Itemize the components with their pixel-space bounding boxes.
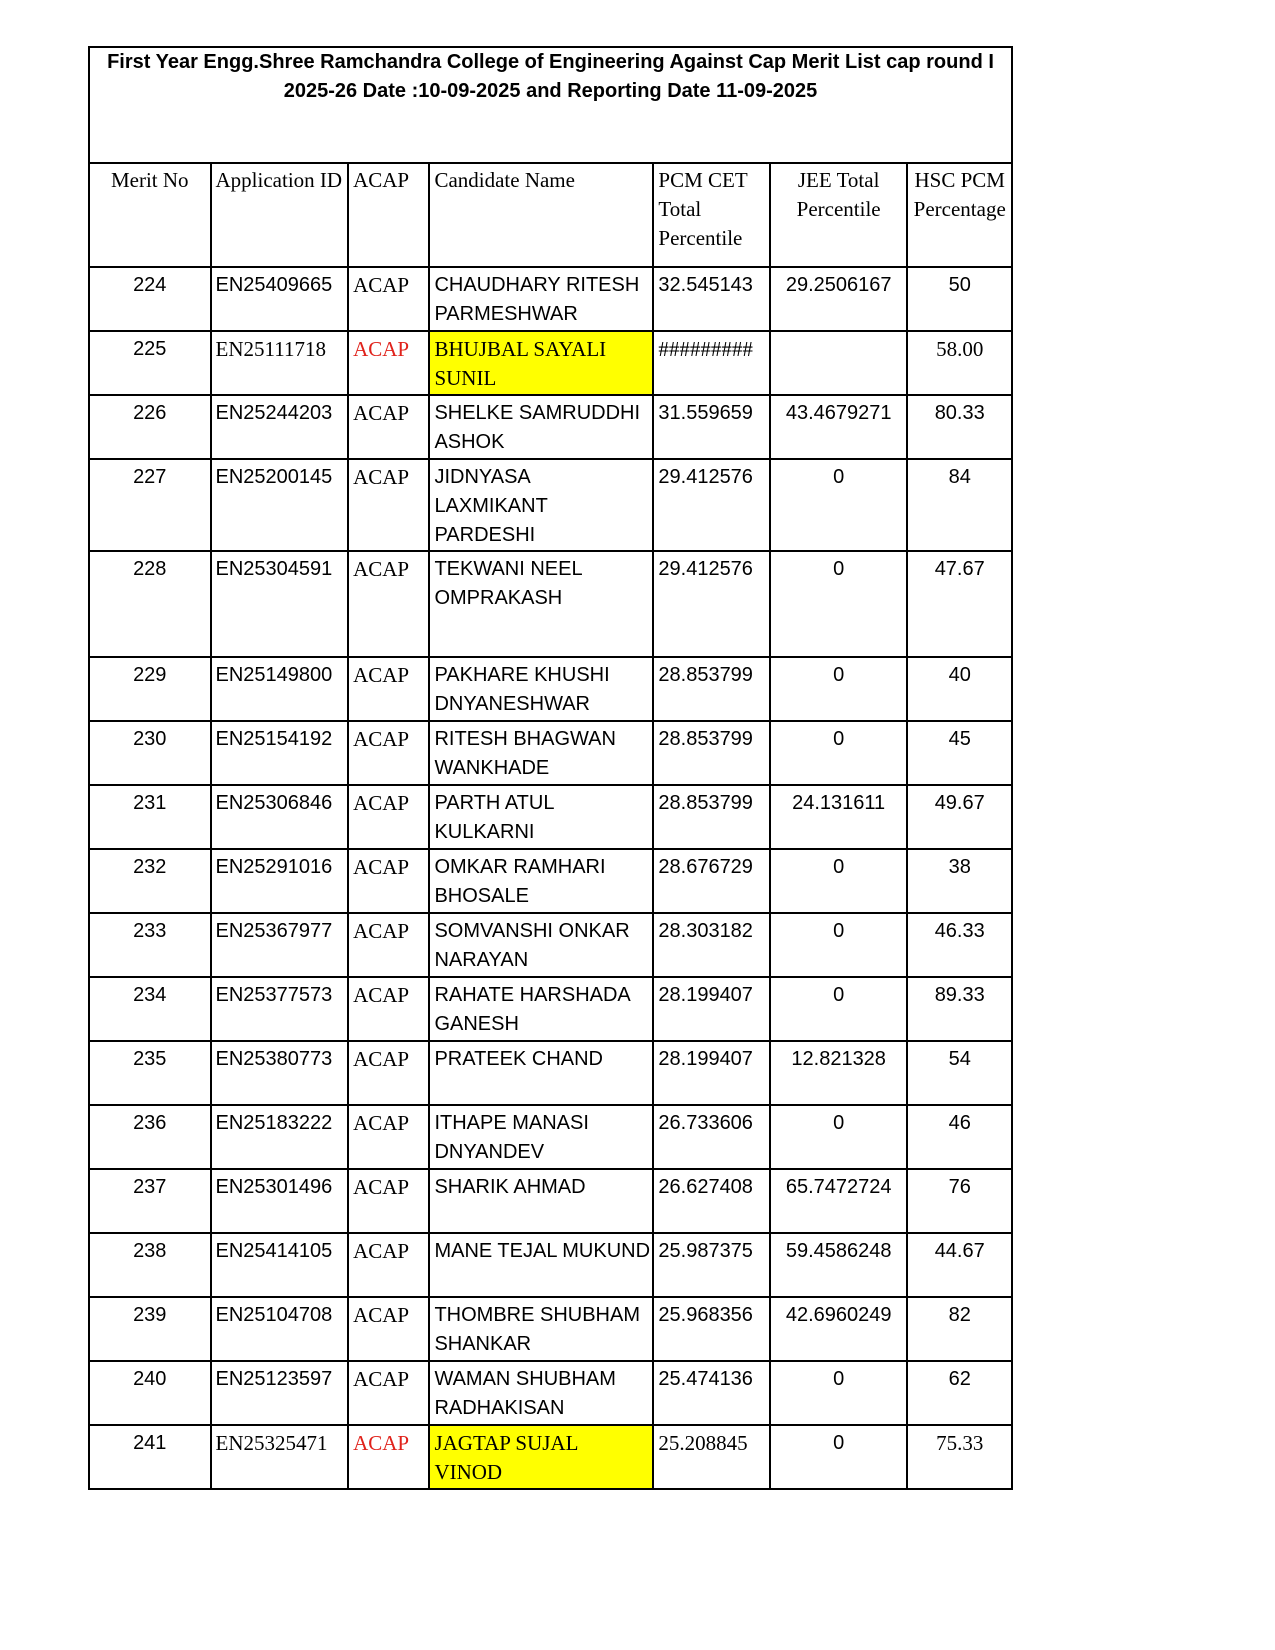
merit-no-cell: 224 [89, 267, 211, 331]
merit-no-cell: 227 [89, 459, 211, 551]
merit-no-cell: 226 [89, 395, 211, 459]
acap-cell: ACAP [348, 331, 429, 395]
application-id-cell: EN25301496 [211, 1169, 349, 1233]
document-title [89, 47, 1012, 163]
application-id-cell: EN25304591 [211, 551, 349, 657]
table-row [89, 977, 1012, 1041]
jee-percentile-cell: 0 [770, 1361, 908, 1425]
pcm-cet-percentile-cell: 25.987375 [653, 1233, 769, 1297]
pcm-cet-percentile-cell: 25.968356 [653, 1297, 769, 1361]
merit-no-cell: 237 [89, 1169, 211, 1233]
application-id-cell: EN25244203 [211, 395, 349, 459]
pcm-cet-percentile-cell: 28.853799 [653, 785, 769, 849]
header-candidate-name: Candidate Name [429, 163, 653, 267]
application-id-cell: EN25306846 [211, 785, 349, 849]
pcm-cet-percentile-cell: 29.412576 [653, 551, 769, 657]
hsc-pcm-percentage-cell: 44.67 [907, 1233, 1012, 1297]
merit-no-cell: 228 [89, 551, 211, 657]
hsc-pcm-percentage-cell: 46 [907, 1105, 1012, 1169]
jee-percentile-cell: 0 [770, 977, 908, 1041]
application-id-cell: EN25414105 [211, 1233, 349, 1297]
pcm-cet-percentile-cell: 28.853799 [653, 657, 769, 721]
pcm-cet-percentile-cell: 28.199407 [653, 977, 769, 1041]
candidate-name-cell: THOMBRE SHUBHAM SHANKAR [429, 1297, 653, 1361]
acap-cell: ACAP [348, 913, 429, 977]
jee-percentile-cell: 59.4586248 [770, 1233, 908, 1297]
candidate-name-cell: PAKHARE KHUSHI DNYANESHWAR [429, 657, 653, 721]
application-id-cell: EN25325471 [211, 1425, 349, 1489]
hsc-pcm-percentage-cell: 76 [907, 1169, 1012, 1233]
candidate-name-cell: ITHAPE MANASI DNYANDEV [429, 1105, 653, 1169]
header-acap: ACAP [348, 163, 429, 267]
table-row [89, 551, 1012, 657]
hsc-pcm-percentage-cell: 45 [907, 721, 1012, 785]
hsc-pcm-percentage-cell: 80.33 [907, 395, 1012, 459]
application-id-cell: EN25409665 [211, 267, 349, 331]
title-line-1: First Year Engg.Shree Ramchandra College of Engineering Against Cap Merit List cap round I [107, 51, 994, 73]
candidate-name-cell: BHUJBAL SAYALI SUNIL [429, 331, 653, 395]
merit-no-cell: 233 [89, 913, 211, 977]
acap-cell: ACAP [348, 459, 429, 551]
table-row [89, 785, 1012, 849]
table-row [89, 1105, 1012, 1169]
pcm-cet-percentile-cell: 28.853799 [653, 721, 769, 785]
acap-cell: ACAP [348, 551, 429, 657]
table-row [89, 1169, 1012, 1233]
table-row [89, 849, 1012, 913]
merit-no-cell: 232 [89, 849, 211, 913]
candidate-name-cell: PRATEEK CHAND [429, 1041, 653, 1105]
jee-percentile-cell: 24.131611 [770, 785, 908, 849]
table-row [89, 913, 1012, 977]
candidate-name-cell: MANE TEJAL MUKUND [429, 1233, 653, 1297]
merit-no-cell: 239 [89, 1297, 211, 1361]
table-row [89, 1425, 1012, 1489]
hsc-pcm-percentage-cell: 75.33 [907, 1425, 1012, 1489]
candidate-name-cell: OMKAR RAMHARI BHOSALE [429, 849, 653, 913]
merit-no-cell: 241 [89, 1425, 211, 1489]
candidate-name-cell: TEKWANI NEEL OMPRAKASH [429, 551, 653, 657]
jee-percentile-cell: 0 [770, 657, 908, 721]
application-id-cell: EN25149800 [211, 657, 349, 721]
jee-percentile-cell: 0 [770, 849, 908, 913]
jee-percentile-cell: 42.6960249 [770, 1297, 908, 1361]
pcm-cet-percentile-cell: 28.199407 [653, 1041, 769, 1105]
pcm-cet-percentile-cell: 28.676729 [653, 849, 769, 913]
pcm-cet-percentile-cell: 32.545143 [653, 267, 769, 331]
candidate-name-cell: PARTH ATUL KULKARNI [429, 785, 653, 849]
jee-percentile-cell: 0 [770, 913, 908, 977]
merit-rows [89, 267, 1012, 1489]
table-row [89, 459, 1012, 551]
hsc-pcm-percentage-cell: 50 [907, 267, 1012, 331]
hsc-pcm-percentage-cell: 38 [907, 849, 1012, 913]
application-id-cell: EN25380773 [211, 1041, 349, 1105]
merit-no-cell: 236 [89, 1105, 211, 1169]
hsc-pcm-percentage-cell: 49.67 [907, 785, 1012, 849]
application-id-cell: EN25183222 [211, 1105, 349, 1169]
table-row [89, 395, 1012, 459]
candidate-name-cell: JAGTAP SUJAL VINOD [429, 1425, 653, 1489]
application-id-cell: EN25104708 [211, 1297, 349, 1361]
candidate-name-cell: SHELKE SAMRUDDHI ASHOK [429, 395, 653, 459]
jee-percentile-cell: 0 [770, 551, 908, 657]
jee-percentile-cell: 0 [770, 459, 908, 551]
table-row [89, 267, 1012, 331]
acap-cell: ACAP [348, 1361, 429, 1425]
pcm-cet-percentile-cell: 29.412576 [653, 459, 769, 551]
acap-cell: ACAP [348, 1105, 429, 1169]
table-row [89, 1297, 1012, 1361]
hsc-pcm-percentage-cell: 89.33 [907, 977, 1012, 1041]
merit-no-cell: 235 [89, 1041, 211, 1105]
hsc-pcm-percentage-cell: 40 [907, 657, 1012, 721]
jee-percentile-cell: 0 [770, 1425, 908, 1489]
header-application-id: Application ID [211, 163, 349, 267]
acap-cell: ACAP [348, 1425, 429, 1489]
application-id-cell: EN25154192 [211, 721, 349, 785]
merit-list-table [88, 46, 1013, 1490]
acap-cell: ACAP [348, 1169, 429, 1233]
table-row [89, 1361, 1012, 1425]
hsc-pcm-percentage-cell: 84 [907, 459, 1012, 551]
merit-no-cell: 230 [89, 721, 211, 785]
acap-cell: ACAP [348, 721, 429, 785]
jee-percentile-cell: 0 [770, 721, 908, 785]
pcm-cet-percentile-cell: 28.303182 [653, 913, 769, 977]
pcm-cet-percentile-cell: 25.208845 [653, 1425, 769, 1489]
hsc-pcm-percentage-cell: 54 [907, 1041, 1012, 1105]
merit-no-cell: 231 [89, 785, 211, 849]
acap-cell: ACAP [348, 657, 429, 721]
jee-percentile-cell: 29.2506167 [770, 267, 908, 331]
candidate-name-cell: RITESH BHAGWAN WANKHADE [429, 721, 653, 785]
candidate-name-cell: WAMAN SHUBHAM RADHAKISAN [429, 1361, 653, 1425]
merit-no-cell: 225 [89, 331, 211, 395]
acap-cell: ACAP [348, 977, 429, 1041]
title-line-2: 2025-26 Date :10-09-2025 and Reporting Date 11-09-2025 [283, 80, 818, 102]
merit-no-cell: 238 [89, 1233, 211, 1297]
hsc-pcm-percentage-cell: 47.67 [907, 551, 1012, 657]
application-id-cell: EN25123597 [211, 1361, 349, 1425]
candidate-name-cell: SOMVANSHI ONKAR NARAYAN [429, 913, 653, 977]
merit-no-cell: 234 [89, 977, 211, 1041]
acap-cell: ACAP [348, 1297, 429, 1361]
table-row [89, 657, 1012, 721]
merit-no-cell: 229 [89, 657, 211, 721]
candidate-name-cell: SHARIK AHMAD [429, 1169, 653, 1233]
pcm-cet-percentile-cell: 25.474136 [653, 1361, 769, 1425]
pcm-cet-percentile-cell: 31.559659 [653, 395, 769, 459]
acap-cell: ACAP [348, 267, 429, 331]
acap-cell: ACAP [348, 1041, 429, 1105]
column-header-row [89, 163, 1012, 267]
pcm-cet-percentile-cell: 26.627408 [653, 1169, 769, 1233]
table-row [89, 721, 1012, 785]
acap-cell: ACAP [348, 1233, 429, 1297]
acap-cell: ACAP [348, 785, 429, 849]
hsc-pcm-percentage-cell: 46.33 [907, 913, 1012, 977]
header-hsc-pcm-percentage: HSC PCM Percentage [907, 163, 1012, 267]
application-id-cell: EN25200145 [211, 459, 349, 551]
hsc-pcm-percentage-cell: 62 [907, 1361, 1012, 1425]
application-id-cell: EN25291016 [211, 849, 349, 913]
jee-percentile-cell: 43.4679271 [770, 395, 908, 459]
header-pcm-cet-percentile: PCM CET Total Percentile [653, 163, 769, 267]
pcm-cet-percentile-cell: ######### [653, 331, 769, 395]
jee-percentile-cell: 65.7472724 [770, 1169, 908, 1233]
table-row [89, 1041, 1012, 1105]
header-merit-no: Merit No [89, 163, 211, 267]
candidate-name-cell: CHAUDHARY RITESH PARMESHWAR [429, 267, 653, 331]
header-jee-percentile: JEE Total Percentile [770, 163, 908, 267]
application-id-cell: EN25111718 [211, 331, 349, 395]
hsc-pcm-percentage-cell: 82 [907, 1297, 1012, 1361]
acap-cell: ACAP [348, 395, 429, 459]
candidate-name-cell: RAHATE HARSHADA GANESH [429, 977, 653, 1041]
merit-no-cell: 240 [89, 1361, 211, 1425]
jee-percentile-cell: 12.821328 [770, 1041, 908, 1105]
acap-cell: ACAP [348, 849, 429, 913]
hsc-pcm-percentage-cell: 58.00 [907, 331, 1012, 395]
pcm-cet-percentile-cell: 26.733606 [653, 1105, 769, 1169]
application-id-cell: EN25377573 [211, 977, 349, 1041]
application-id-cell: EN25367977 [211, 913, 349, 977]
table-row [89, 331, 1012, 395]
table-row [89, 1233, 1012, 1297]
jee-percentile-cell [770, 331, 908, 395]
candidate-name-cell: JIDNYASA LAXMIKANT PARDESHI [429, 459, 653, 551]
jee-percentile-cell: 0 [770, 1105, 908, 1169]
